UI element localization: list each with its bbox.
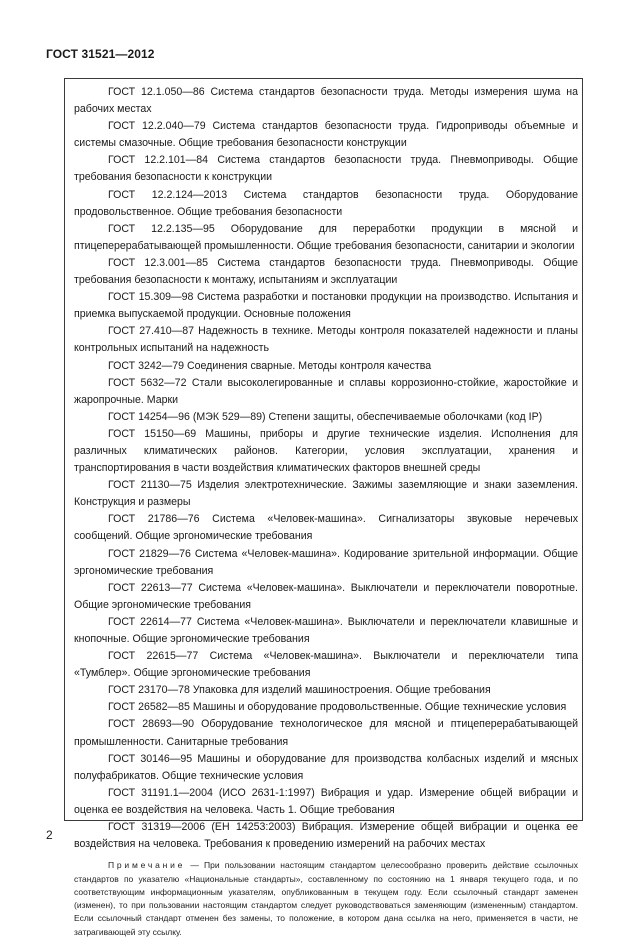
reference-entry: ГОСТ 14254—96 (МЭК 529—89) Степени защиты, обеспечиваемые оболочками (код IP) (108, 410, 543, 423)
reference-entry: ГОСТ 5632—72 Стали высоколегированные и сплавы коррозионно-стойкие, жаростойкие и жаропрочные. Марки (74, 376, 578, 406)
reference-entry: ГОСТ 23170—78 Упаковка для изделий машиностроения. Общие требования (108, 684, 491, 697)
reference-entry: ГОСТ 27.410—87 Надежность в технике. Методы контроля показателей надежности и планы контрольных испытаний на надежность (74, 325, 578, 355)
reference-entry: ГОСТ 21829—76 Система «Человек-машина». Кодирование зрительной информации. Общие эргономические требования (74, 547, 578, 577)
reference-entry: ГОСТ 31191.1—2004 (ИСО 2631-1:1997) Вибрация и удар. Измерение общей вибрации и оценка ее воздействия на человека. Часть 1. Общие требования (74, 786, 578, 816)
reference-entry: ГОСТ 12.2.124—2013 Система стандартов безопасности труда. Оборудование продовольственное. Общие требования безопасности (74, 188, 578, 218)
note-label: Примечание (108, 860, 186, 871)
reference-entry: ГОСТ 12.3.001—85 Система стандартов безопасности труда. Пневмоприводы. Общие требования безопасности к монтажу, испытаниям и эксплуатации (74, 256, 578, 287)
reference-entry: ГОСТ 12.1.050—86 Система стандартов безопасности труда. Методы измерения шума на рабочих местах (74, 86, 578, 116)
reference-entry: ГОСТ 30146—95 Машины и оборудование для производства колбасных изделий и мясных полуфабрикатов. Общие технические условия (74, 752, 578, 782)
reference-entry: ГОСТ 31319—2006 (ЕН 14253:2003) Вибрация. Измерение общей вибрации и оценка ее воздействия на человека. Требования к проведению измерений на рабочих местах (74, 821, 578, 851)
reference-entry: ГОСТ 12.2.040—79 Система стандартов безопасности труда. Гидроприводы объемные и системы смазочные. Общие требования безопасности конструкции (74, 120, 578, 150)
reference-entry: ГОСТ 26582—85 Машины и оборудование продовольственные. Общие технические условия (108, 701, 567, 714)
reference-entry: ГОСТ 15150—69 Машины, приборы и другие технические изделия. Исполнения для различных климатических районов. Категории, условия эксплуатации, хранения и транспортирования в части воздействия климатических факторов внешней среды (74, 427, 578, 475)
page-number: 2 (46, 828, 53, 842)
reference-entry: ГОСТ 21130—75 Изделия электротехнические. Зажимы заземляющие и знаки заземления. Конструкция и размеры (74, 479, 578, 509)
references-list (74, 84, 578, 939)
reference-entry: ГОСТ 12.2.135—95 Оборудование для переработки продукции в мясной и птицеперерабатывающей промышленности. Общие требования безопасности, санитарии и экологии (74, 222, 578, 252)
reference-entry: ГОСТ 12.2.101—84 Система стандартов безопасности труда. Пневмоприводы. Общие требования безопасности к конструкции (74, 154, 578, 184)
note-text: — При пользовании настоящим стандартом целесообразно проверить действие ссылочных стандартов по указателю «Национальные стандарты», составленному по состоянию на 1 января текущего года, и по соответствующим информационным указателям, опубликованным в текущем году. Если ссылочный стандарт заменен (изменен), то при пользовании настоящим стандартом следует руководствоваться заменяющим (измененным) стандартом. Если ссылочный стандарт отменен без замены, то положение, в котором дана ссылка на него, применяется в части, не затрагивающей эту ссылку. (74, 860, 578, 937)
reference-entry: ГОСТ 21786—76 Система «Человек-машина». Сигнализаторы звуковые неречевых сообщений. Общие эргономические требования (74, 513, 578, 543)
document-header: ГОСТ 31521—2012 (46, 47, 155, 61)
reference-entry: ГОСТ 15.309—98 Система разработки и постановки продукции на производство. Испытания и приемка выпускаемой продукции. Основные положения (74, 291, 578, 321)
reference-entry: ГОСТ 22615—77 Система «Человек-машина». Выключатели и переключатели типа «Тумблер». Общие эргономические требования (74, 650, 578, 680)
note-paragraph (74, 859, 578, 939)
reference-entry: ГОСТ 3242—79 Соединения сварные. Методы контроля качества (108, 359, 432, 372)
reference-entry: ГОСТ 22614—77 Система «Человек-машина». Выключатели и переключатели клавишные и кнопочные. Общие эргономические требования (74, 615, 578, 645)
reference-entry: ГОСТ 22613—77 Система «Человек-машина». Выключатели и переключатели поворотные. Общие эргономические требования (74, 581, 578, 611)
reference-entry: ГОСТ 28693—90 Оборудование технологическое для мясной и птицеперерабатывающей промышленности. Санитарные требования (74, 718, 578, 748)
